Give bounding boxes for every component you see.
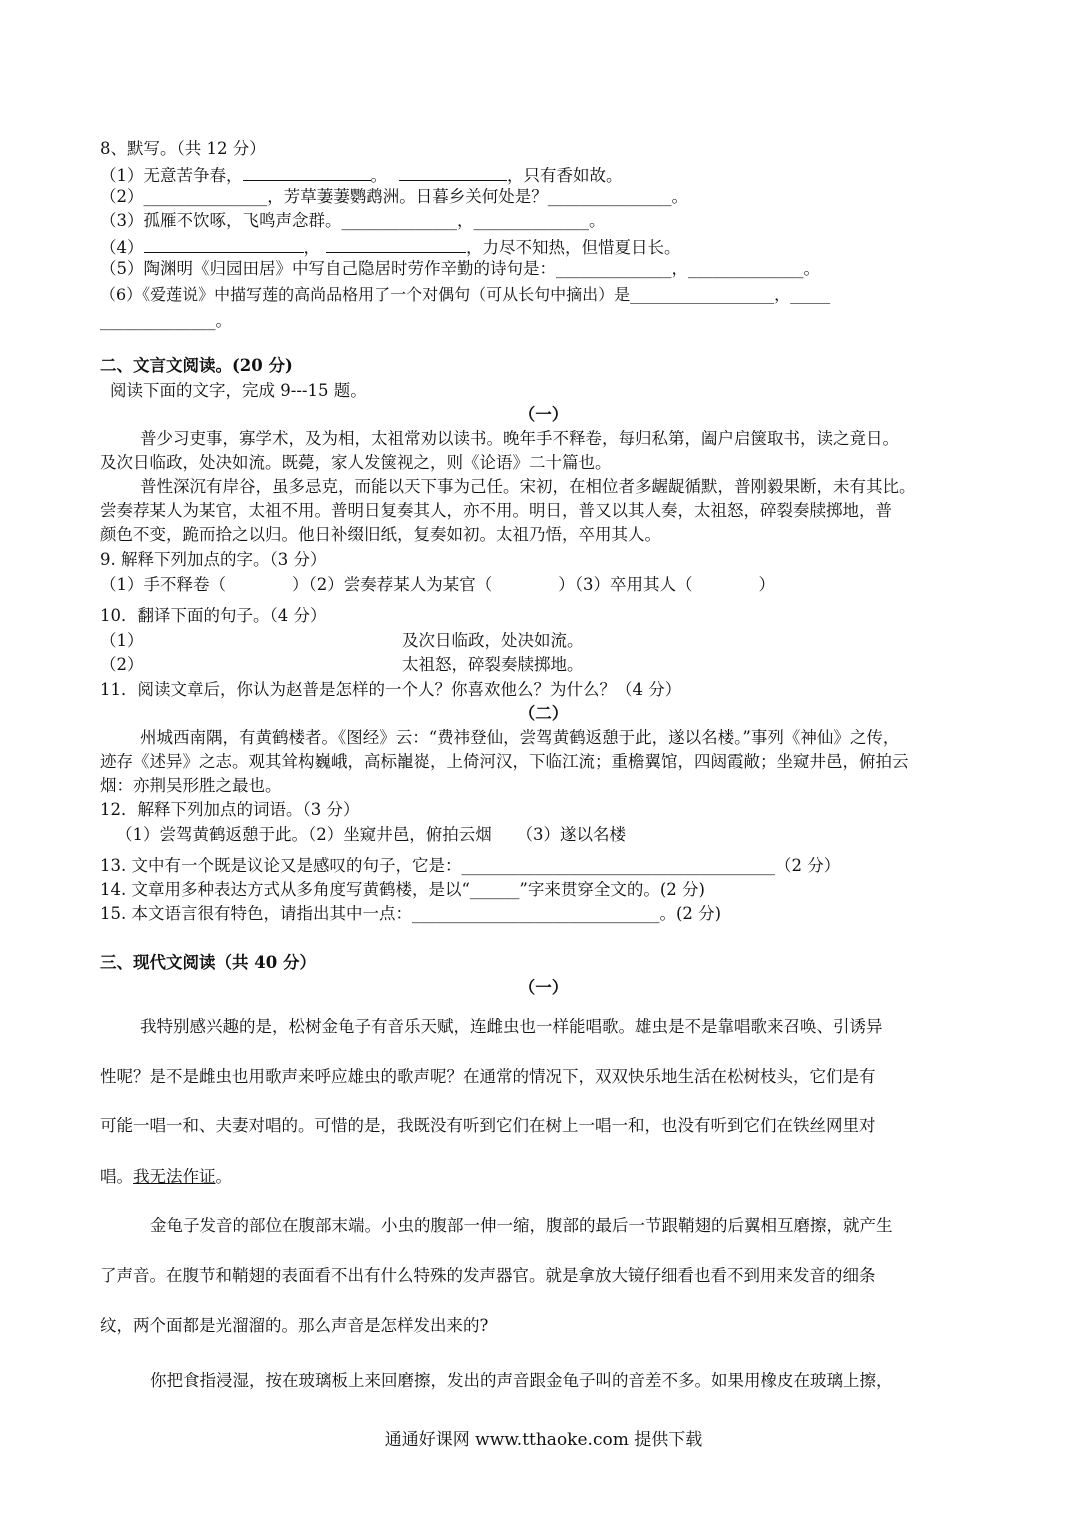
part-one-label-modern: （一） xyxy=(518,978,569,997)
q10-2-number: （2） xyxy=(100,655,144,674)
q8-1-suffix: ，只有香如故。 xyxy=(507,166,623,185)
q8-1-mid: 。 xyxy=(370,166,387,185)
q11: 11．阅读文章后，你认为赵普是怎样的一个人？你喜欢他么？为什么？（4 分） xyxy=(100,680,682,699)
q10-2-text: 太祖怒，碎裂奏牍掷地。 xyxy=(402,655,584,674)
q14: 14. 文章用多种表达方式从多角度写黄鹤楼，是以“______”字来贯穿全文的。(2 分) xyxy=(100,880,705,899)
q8-4-suffix: ，力尽不知热，但惜夏日长。 xyxy=(466,238,681,257)
passage3-line: 我特别感兴趣的是，松树金龟子有音乐天赋，连雌虫也一样能唱歌。雄虫是不是靠唱歌来召唤、引诱异 xyxy=(140,1017,883,1036)
q8-line2: （2）_______________，芳草萋萋鹦鹉洲。日暮乡关何处是？_______________。 xyxy=(100,187,688,206)
q8-line4 xyxy=(100,234,681,259)
q8-line1 xyxy=(100,162,623,187)
passage1-line: 普少习吏事，寡学术，及为相，太祖常劝以读书。晚年手不释卷，每归私第，阖户启箧取书，读之竟日。 xyxy=(140,429,899,448)
q8-line6: （6）《爱莲说》中描写莲的高尚品格用了一个对偶句（可从长句中摘出）是__________________，_____ xyxy=(100,285,831,304)
q10-1-text: 及次日临政，处决如流。 xyxy=(402,631,584,650)
q10-1-number: （1） xyxy=(100,631,144,650)
q12: 12．解释下列加点的词语。（3 分） xyxy=(100,800,360,819)
page-footer: 通通好课网 www.tthaoke.com 提供下载 xyxy=(384,1430,703,1450)
passage2-line: 州城西南隅，有黄鹤楼者。《图经》云：“费祎登仙，尝驾黄鹤返憩于此，遂以名楼。”事列《神仙》之传， xyxy=(140,728,900,747)
section3-heading: 三、现代文阅读（共 40 分） xyxy=(100,953,316,972)
passage4-line: 了声音。在腹节和鞘翅的表面看不出有什么特殊的发声器官。就是拿放大镜仔细看也看不到用来发音的细条 xyxy=(100,1266,876,1285)
passage4-line: 纹，两个面都是光溜溜的。那么声音是怎样发出来的? xyxy=(100,1316,489,1335)
blank[interactable] xyxy=(399,162,507,181)
passage2-line: 烟：亦荆吴形胜之最也。 xyxy=(100,776,282,795)
section2-intro: 阅读下面的文字，完成 9---15 题。 xyxy=(110,381,367,400)
q10: 10．翻译下面的句子。（4 分） xyxy=(100,606,327,625)
q8-line6b: ______________。 xyxy=(100,311,232,330)
passage3-line: 性呢？是不是雌虫也用歌声来呼应雄虫的歌声呢？在通常的情况下，双双快乐地生活在松树枝头，它们是有 xyxy=(100,1067,876,1086)
passage1-line: 普性深沉有岸谷，虽多忌克，而能以天下事为己任。宋初，在相位者多龌龊循默，普刚毅果断，未有其比。 xyxy=(140,477,916,496)
q8-line5: （5）陶渊明《归园田居》中写自己隐居时劳作辛勤的诗句是：______________，______________。 xyxy=(100,259,820,278)
q8-line3: （3）孤雁不饮啄，飞鸣声念群。______________，______________。 xyxy=(100,211,606,230)
passage2-line: 迹存《述异》之志。观其耸构巍峨，高标巃嵸，上倚河汉，下临江流；重檐翼馆，四闼霞敞；坐窥井邑，俯拍云 xyxy=(100,752,909,771)
passage1-line: 尝奏荐某人为某官，太祖不用。普明日复奏其人，亦不用。明日，普又以其人奏，太祖怒，碎裂奏牍掷地，普 xyxy=(100,501,892,520)
blank[interactable] xyxy=(326,234,466,253)
part-two-label: （二） xyxy=(518,704,569,723)
blank[interactable] xyxy=(144,234,304,253)
part-one-label: （一） xyxy=(518,405,569,424)
q13: 13. 文中有一个既是议论又是感叹的句子，它是：______________________________________（2 分） xyxy=(100,856,841,875)
passage1-line: 颜色不变，跪而拾之以归。他日补缀旧纸，复奏如初。太祖乃悟，卒用其人。 xyxy=(100,525,661,544)
q12-items: （1）尝驾黄鹤返憩于此。（2）坐窥井邑，俯拍云烟 （3）遂以名楼 xyxy=(116,825,626,844)
underlined-phrase: 我无法作证 xyxy=(133,1167,216,1186)
q8-title: 8、默写。（共 12 分） xyxy=(100,139,266,158)
passage4-line: 金龟子发音的部位在腹部末端。小虫的腹部一伸一缩，腹部的最后一节跟鞘翅的后翼相互磨擦，就产生 xyxy=(150,1216,893,1235)
section2-heading: 二、文言文阅读。(20 分) xyxy=(100,356,293,375)
passage5-line: 你把食指浸湿，按在玻璃板上来回磨擦，发出的声音跟金龟子叫的音差不多。如果用橡皮在玻璃上擦， xyxy=(150,1371,893,1390)
q8-4-mid: ， xyxy=(303,238,320,257)
passage3-text: 。 xyxy=(215,1167,232,1186)
passage3-line xyxy=(100,1166,232,1188)
passage3-text: 唱。 xyxy=(100,1167,133,1186)
q8-1-prefix: （1）无意苦争春， xyxy=(100,166,243,185)
passage3-line: 可能一唱一和、夫妻对唱的。可惜的是，我既没有听到它们在树上一唱一和，也没有听到它们在铁丝网里对 xyxy=(100,1116,876,1135)
q9: 9. 解释下列加点的字。（3 分） xyxy=(100,550,327,569)
q9-items: （1）手不释卷（ ）（2）尝奏荐某人为某官（ ）（3）卒用其人（ ） xyxy=(100,575,775,594)
passage1-line: 及次日临政，处决如流。既薨，家人发箧视之，则《论语》二十篇也。 xyxy=(100,453,612,472)
q15: 15. 本文语言很有特色，请指出其中一点：______________________________。(2 分) xyxy=(100,904,722,923)
q8-4-prefix: （4） xyxy=(100,238,144,257)
blank[interactable] xyxy=(243,162,371,181)
